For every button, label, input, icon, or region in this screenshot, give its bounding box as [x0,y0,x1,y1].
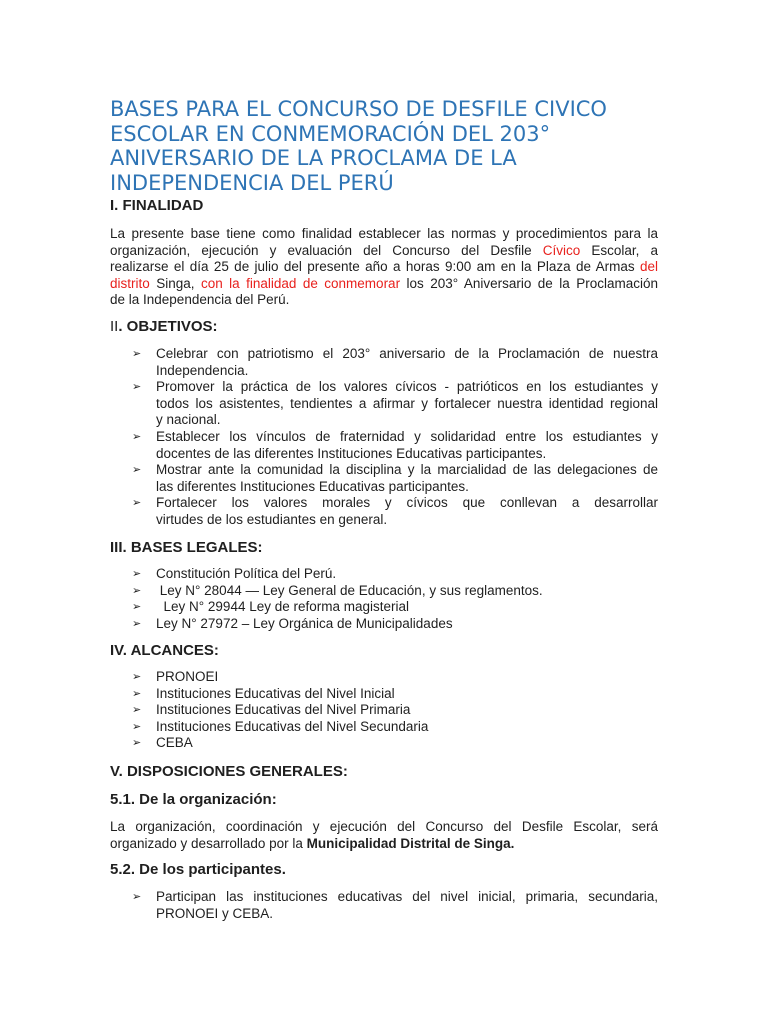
list-item [134,599,658,616]
list-item-line: Fortalecer los valores morales y cívicos que conllevan a desarrollar [156,495,658,511]
arrow-bullet-icon: ➢ [132,497,142,510]
list-item [134,616,658,633]
highlight-text: Cívico [542,242,581,258]
participantes-list [134,889,658,922]
arrow-bullet-icon: ➢ [132,617,142,630]
list-item [134,566,658,583]
list-item-text: Ley N° 27972 – Ley Orgánica de Municipalidades [156,615,453,631]
subsection-heading-participantes: 5.2. De los participantes. [110,861,286,878]
list-item [134,669,658,686]
paragraph-line [110,276,658,293]
list-item [134,583,658,600]
list-item-line: virtudes de los estudiantes en general. [156,511,388,527]
organizacion-paragraph [110,819,658,852]
list-item-line: docentes de las diferentes Instituciones Educativas participantes. [156,445,547,461]
list-item [134,429,658,462]
paragraph-line [110,243,658,260]
list-item [134,719,658,736]
list-item-line: PRONOEI y CEBA. [156,905,274,921]
section-heading-alcances: IV. ALCANCES: [110,642,219,659]
highlight-text: del [639,259,658,275]
arrow-bullet-icon: ➢ [132,704,142,717]
list-item [134,702,658,719]
list-item-text: Instituciones Educativas del Nivel Secundaria [156,718,429,734]
text-run: organización, ejecución y evaluación del Concurso del Desfile [110,242,543,258]
section-heading-finalidad: I. FINALIDAD [110,197,204,214]
list-item-line: y nacional. [156,412,221,428]
list-item [134,346,658,379]
section-heading-bases-legales: III. BASES LEGALES: [110,539,263,556]
list-item-text: CEBA [156,735,193,751]
highlight-text: con la finalidad de conmemorar [200,275,401,291]
list-item-text: PRONOEI [156,669,219,684]
subsection-heading-organizacion: 5.1. De la organización: [110,791,277,808]
paragraph-line [110,259,658,276]
arrow-bullet-icon: ➢ [132,891,142,903]
arrow-bullet-icon: ➢ [132,737,142,750]
arrow-bullet-icon: ➢ [132,430,142,443]
list-item [134,495,658,528]
arrow-bullet-icon: ➢ [132,568,142,580]
title-line: INDEPENDENCIA DEL PERÚ [110,170,394,195]
arrow-bullet-icon: ➢ [132,348,142,360]
bold-text: Municipalidad Distrital de Singa. [306,835,515,851]
document-title [110,97,670,195]
paragraph-line: de la Independencia del Perú. [110,292,290,308]
paragraph-line: La presente base tiene como finalidad establecer las normas y procedimientos para la [110,226,658,241]
heading-text: . OBJETIVOS: [118,318,218,335]
paragraph-line: La organización, coordinación y ejecución del Concurso del Desfile Escolar, será [110,819,658,834]
arrow-bullet-icon: ➢ [132,671,142,683]
arrow-bullet-icon: ➢ [132,601,142,614]
list-item-text: Constitución Política del Perú. [156,566,337,581]
title-line: ESCOLAR EN CONMEMORACIÓN DEL 203° [110,121,551,146]
list-item-text: Instituciones Educativas del Nivel Primaria [156,702,411,718]
finalidad-paragraph [110,226,658,309]
list-item-line: todos los asistentes, tendientes a afirmar y fortalecer nuestra identidad regional [156,395,658,411]
text-run: realizarse el día 25 de julio del presente año a horas 9:00 am en la Plaza de Armas [110,259,640,275]
list-item-text: Ley N° 29944 Ley de reforma magisterial [156,599,410,615]
paragraph-line [110,836,658,853]
text-run: los 203° Aniversario de la Proclamación [400,275,658,291]
objetivos-list [134,346,658,529]
list-item-line: Participan las instituciones educativas del nivel inicial, primaria, secundaria, [156,889,658,904]
text-run: Singa, [149,275,201,291]
text-run: organizado y desarrollado por la [110,835,307,851]
list-item [134,889,658,922]
heading-roman: II [110,318,119,335]
list-item-text: Ley N° 28044 — Ley General de Educación, y sus reglamentos. [156,582,543,598]
list-item [134,686,658,703]
list-item-line: Establecer los vínculos de fraternidad y solidaridad entre los estudiantes y [156,428,658,444]
bases-legales-list [134,566,658,632]
arrow-bullet-icon: ➢ [132,381,142,394]
highlight-text: distrito [110,275,150,291]
arrow-bullet-icon: ➢ [132,720,142,733]
list-item-line: las diferentes Instituciones Educativas participantes. [156,478,469,494]
list-item-line: Mostrar ante la comunidad la disciplina y la marcialidad de las delegaciones de [156,462,658,478]
text-run: Escolar, a [580,242,658,258]
arrow-bullet-icon: ➢ [132,584,142,597]
list-item [134,379,658,429]
section-heading-disposiciones: V. DISPOSICIONES GENERALES: [110,763,348,780]
list-item-line: Celebrar con patriotismo el 203° aniversario de la Proclamación de nuestra [156,346,658,361]
section-heading-objetivos [110,318,218,336]
title-line: ANIVERSARIO DE LA PROCLAMA DE LA [110,146,517,170]
list-item [134,462,658,495]
list-item-text: Instituciones Educativas del Nivel Inicial [156,685,395,701]
alcances-list [134,669,658,752]
list-item [134,735,658,752]
title-line: BASES PARA EL CONCURSO DE DESFILE CIVICO [110,97,607,121]
arrow-bullet-icon: ➢ [132,464,142,477]
arrow-bullet-icon: ➢ [132,687,142,700]
list-item-line: Independencia. [156,362,249,378]
list-item-line: Promover la práctica de los valores cívicos - patrióticos en los estudiantes y [156,379,658,395]
